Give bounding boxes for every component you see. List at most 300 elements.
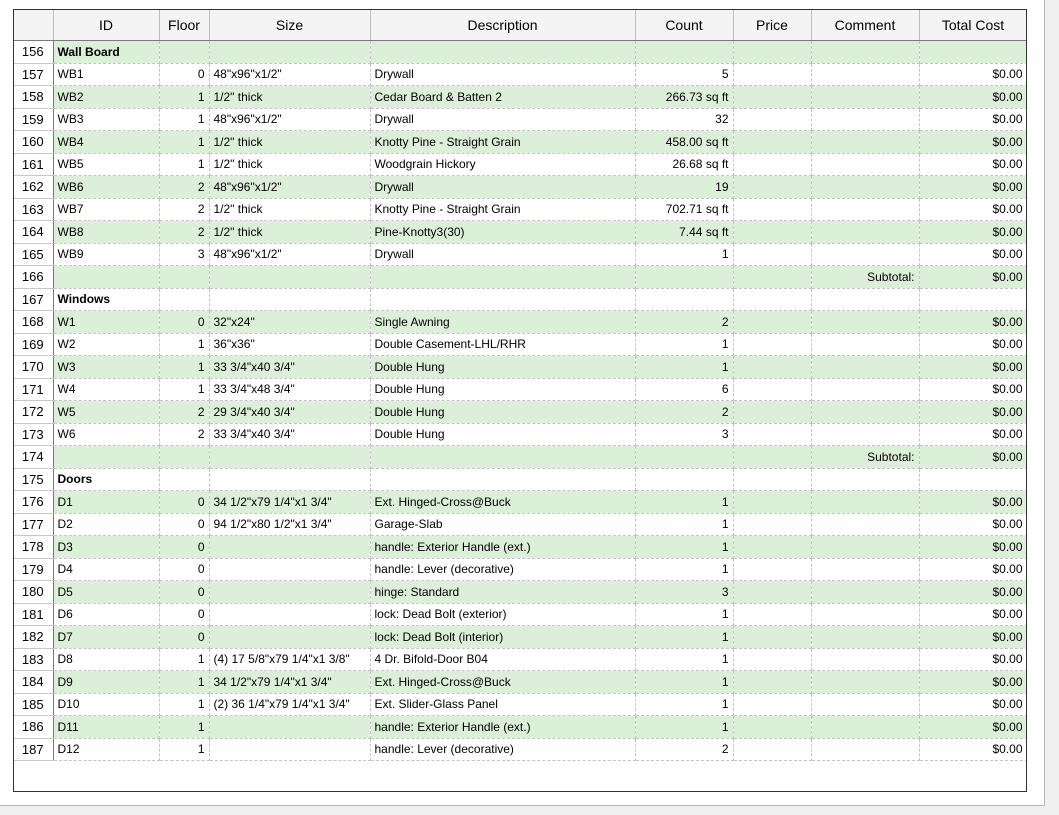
cell-id[interactable]: D12 [53,738,159,761]
cell-floor[interactable]: 1 [159,108,209,131]
cell-size[interactable]: 33 3/4"x40 3/4" [209,423,370,446]
cell-desc[interactable]: lock: Dead Bolt (exterior) [370,603,635,626]
subtotal-row [13,446,1027,469]
cell-count[interactable]: 458.00 sq ft [635,131,733,154]
cell-desc[interactable]: Double Hung [370,401,635,424]
cell-comment[interactable] [811,333,919,356]
cell-count[interactable]: 19 [635,176,733,199]
cell-comment[interactable] [811,603,919,626]
cell-floor[interactable]: 0 [159,311,209,334]
cell-price[interactable] [733,423,811,446]
cell-floor[interactable]: 0 [159,63,209,86]
cell-size[interactable] [209,581,370,604]
cell-floor[interactable] [159,446,209,469]
cell-total[interactable]: $0.00 [919,153,1027,176]
cell-id[interactable]: D10 [53,693,159,716]
cell-count[interactable]: 3 [635,581,733,604]
cell-size[interactable]: 1/2" thick [209,86,370,109]
cell-count[interactable]: 3 [635,423,733,446]
row-number[interactable]: 170 [13,356,53,379]
cell-comment[interactable] [811,288,919,311]
cell-price[interactable] [733,468,811,491]
cell-desc[interactable]: Single Awning [370,311,635,334]
cell-comment[interactable] [811,41,919,64]
cell-price[interactable] [733,63,811,86]
cell-count[interactable] [635,446,733,469]
cell-size[interactable] [209,558,370,581]
cell-total[interactable]: $0.00 [919,378,1027,401]
cell-floor[interactable]: 3 [159,243,209,266]
cell-count[interactable]: 1 [635,693,733,716]
cell-count[interactable]: 5 [635,63,733,86]
cell-size[interactable]: 34 1/2"x79 1/4"x1 3/4" [209,491,370,514]
cell-total[interactable]: $0.00 [919,513,1027,536]
cell-size[interactable] [209,716,370,739]
cell-desc[interactable]: Drywall [370,176,635,199]
cell-floor[interactable]: 2 [159,401,209,424]
row-number[interactable]: 157 [13,63,53,86]
cell-count[interactable]: 2 [635,401,733,424]
cell-desc[interactable]: handle: Exterior Handle (ext.) [370,716,635,739]
cell-comment[interactable] [811,63,919,86]
cell-floor[interactable]: 0 [159,536,209,559]
cell-count[interactable]: 1 [635,243,733,266]
cell-floor[interactable] [159,266,209,289]
cell-total[interactable]: $0.00 [919,333,1027,356]
row-number[interactable]: 161 [13,153,53,176]
cell-desc[interactable]: Double Hung [370,356,635,379]
cell-size[interactable]: 33 3/4"x48 3/4" [209,378,370,401]
cell-price[interactable] [733,288,811,311]
cell-floor[interactable]: 0 [159,581,209,604]
cell-price[interactable] [733,378,811,401]
table-row [13,536,1027,559]
cell-desc[interactable]: handle: Exterior Handle (ext.) [370,536,635,559]
cell-price[interactable] [733,131,811,154]
cell-floor[interactable]: 0 [159,558,209,581]
cell-comment[interactable] [811,131,919,154]
cell-size[interactable]: 1/2" thick [209,221,370,244]
cell-comment[interactable] [811,468,919,491]
cell-size[interactable]: 48"x96"x1/2" [209,108,370,131]
cell-size[interactable]: 33 3/4"x40 3/4" [209,356,370,379]
cell-count[interactable]: 32 [635,108,733,131]
row-number[interactable]: 160 [13,131,53,154]
cell-size[interactable]: 48"x96"x1/2" [209,243,370,266]
row-number[interactable]: 171 [13,378,53,401]
cell-id[interactable]: D6 [53,603,159,626]
cell-price[interactable] [733,198,811,221]
row-number[interactable]: 162 [13,176,53,199]
cell-floor[interactable]: 2 [159,423,209,446]
row-number[interactable]: 163 [13,198,53,221]
cell-floor[interactable]: 1 [159,671,209,694]
column-header-floor[interactable]: Floor [159,9,209,41]
cell-count[interactable]: 1 [635,648,733,671]
cell-id[interactable]: W2 [53,333,159,356]
cell-total[interactable]: $0.00 [919,716,1027,739]
cell-size[interactable]: (2) 36 1/4"x79 1/4"x1 3/4" [209,693,370,716]
cell-desc[interactable]: hinge: Standard [370,581,635,604]
cell-desc[interactable]: handle: Lever (decorative) [370,738,635,761]
cell-count[interactable]: 1 [635,671,733,694]
cell-count[interactable]: 1 [635,491,733,514]
row-number[interactable]: 181 [13,603,53,626]
cell-comment[interactable] [811,491,919,514]
cell-comment[interactable] [811,693,919,716]
cell-count[interactable]: 1 [635,536,733,559]
subtotal-value-cell[interactable]: $0.00 [919,266,1027,289]
cell-comment[interactable] [811,513,919,536]
cell-comment[interactable] [811,581,919,604]
cell-count[interactable]: 2 [635,738,733,761]
cell-id[interactable]: WB1 [53,63,159,86]
cell-total[interactable]: $0.00 [919,176,1027,199]
cell-total[interactable]: $0.00 [919,86,1027,109]
cell-size[interactable]: 29 3/4"x40 3/4" [209,401,370,424]
cell-desc[interactable]: Double Hung [370,378,635,401]
cell-id[interactable]: W6 [53,423,159,446]
row-number[interactable]: 182 [13,626,53,649]
cell-comment[interactable] [811,378,919,401]
cell-floor[interactable] [159,288,209,311]
cell-size[interactable] [209,603,370,626]
cell-desc[interactable]: lock: Dead Bolt (interior) [370,626,635,649]
cell-comment[interactable] [811,626,919,649]
cell-id[interactable]: D1 [53,491,159,514]
cell-id[interactable]: WB5 [53,153,159,176]
cell-total[interactable]: $0.00 [919,221,1027,244]
cell-comment[interactable] [811,716,919,739]
cell-total[interactable]: $0.00 [919,131,1027,154]
cell-floor[interactable] [159,468,209,491]
row-number[interactable]: 166 [13,266,53,289]
cell-price[interactable] [733,513,811,536]
row-number[interactable]: 169 [13,333,53,356]
cell-floor[interactable]: 1 [159,131,209,154]
cell-desc[interactable]: Drywall [370,108,635,131]
subtotal-value-cell[interactable]: $0.00 [919,446,1027,469]
cell-total[interactable]: $0.00 [919,558,1027,581]
cell-price[interactable] [733,266,811,289]
cell-size[interactable]: 34 1/2"x79 1/4"x1 3/4" [209,671,370,694]
cell-size[interactable]: 36"x36" [209,333,370,356]
cell-id[interactable]: D2 [53,513,159,536]
cell-size[interactable]: 1/2" thick [209,153,370,176]
cell-price[interactable] [733,153,811,176]
cell-floor[interactable]: 0 [159,626,209,649]
cell-count[interactable]: 7.44 sq ft [635,221,733,244]
section-title-cell[interactable]: Doors [53,468,159,491]
cell-count[interactable]: 1 [635,513,733,536]
cell-id[interactable]: WB7 [53,198,159,221]
cell-count[interactable]: 2 [635,311,733,334]
cell-size[interactable] [209,288,370,311]
cell-price[interactable] [733,671,811,694]
cell-id[interactable]: W4 [53,378,159,401]
column-header-id[interactable]: ID [53,9,159,41]
cell-desc[interactable]: Garage-Slab [370,513,635,536]
cell-price[interactable] [733,446,811,469]
subtotal-label-cell[interactable]: Subtotal: [811,266,919,289]
cell-price[interactable] [733,581,811,604]
column-header-price[interactable]: Price [733,9,811,41]
cell-size[interactable]: (4) 17 5/8"x79 1/4"x1 3/8" [209,648,370,671]
cell-desc[interactable] [370,468,635,491]
cell-size[interactable] [209,626,370,649]
cell-comment[interactable] [811,198,919,221]
cell-total[interactable]: $0.00 [919,648,1027,671]
row-number[interactable]: 173 [13,423,53,446]
cell-count[interactable]: 1 [635,626,733,649]
cell-floor[interactable]: 1 [159,356,209,379]
cell-desc[interactable] [370,446,635,469]
cell-total[interactable]: $0.00 [919,693,1027,716]
cell-total[interactable]: $0.00 [919,603,1027,626]
cell-total[interactable]: $0.00 [919,311,1027,334]
cell-price[interactable] [733,603,811,626]
row-number[interactable]: 183 [13,648,53,671]
cell-floor[interactable]: 0 [159,491,209,514]
cell-floor[interactable]: 1 [159,738,209,761]
cell-price[interactable] [733,311,811,334]
cell-total[interactable]: $0.00 [919,671,1027,694]
cell-desc[interactable]: Pine-Knotty3(30) [370,221,635,244]
column-header-size[interactable]: Size [209,9,370,41]
cell-price[interactable] [733,491,811,514]
column-header-total[interactable]: Total Cost [919,9,1027,41]
row-number[interactable]: 178 [13,536,53,559]
cell-size[interactable]: 32"x24" [209,311,370,334]
cell-desc[interactable]: Woodgrain Hickory [370,153,635,176]
cell-floor[interactable]: 1 [159,378,209,401]
cell-price[interactable] [733,401,811,424]
cell-size[interactable]: 94 1/2"x80 1/2"x1 3/4" [209,513,370,536]
cell-id[interactable]: WB8 [53,221,159,244]
cell-price[interactable] [733,693,811,716]
cell-id[interactable]: D8 [53,648,159,671]
cell-price[interactable] [733,558,811,581]
cell-count[interactable]: 1 [635,333,733,356]
cell-desc[interactable] [370,41,635,64]
cell-id[interactable] [53,266,159,289]
cell-price[interactable] [733,221,811,244]
cell-count[interactable] [635,41,733,64]
column-header-count[interactable]: Count [635,9,733,41]
cell-size[interactable] [209,266,370,289]
cell-total[interactable]: $0.00 [919,581,1027,604]
row-number[interactable]: 175 [13,468,53,491]
cell-id[interactable]: D3 [53,536,159,559]
cell-floor[interactable]: 1 [159,333,209,356]
cell-count[interactable]: 1 [635,356,733,379]
cell-comment[interactable] [811,86,919,109]
cell-id[interactable]: D5 [53,581,159,604]
row-number[interactable]: 156 [13,41,53,64]
cell-id[interactable]: WB4 [53,131,159,154]
cell-id[interactable]: WB2 [53,86,159,109]
cell-size[interactable] [209,468,370,491]
cell-count[interactable] [635,266,733,289]
cell-total[interactable]: $0.00 [919,491,1027,514]
cell-desc[interactable]: Cedar Board & Batten 2 [370,86,635,109]
cell-size[interactable] [209,446,370,469]
cell-desc[interactable]: Knotty Pine - Straight Grain [370,198,635,221]
cell-size[interactable] [209,536,370,559]
cell-count[interactable]: 1 [635,558,733,581]
cell-price[interactable] [733,648,811,671]
cell-comment[interactable] [811,153,919,176]
row-number[interactable]: 159 [13,108,53,131]
subtotal-label-cell[interactable]: Subtotal: [811,446,919,469]
cell-desc[interactable]: Knotty Pine - Straight Grain [370,131,635,154]
cell-comment[interactable] [811,243,919,266]
cell-total[interactable] [919,41,1027,64]
cell-size[interactable]: 48"x96"x1/2" [209,63,370,86]
cell-id[interactable]: W5 [53,401,159,424]
cell-comment[interactable] [811,536,919,559]
cell-floor[interactable]: 0 [159,513,209,536]
cell-total[interactable]: $0.00 [919,63,1027,86]
section-title-cell[interactable]: Windows [53,288,159,311]
cell-total[interactable]: $0.00 [919,401,1027,424]
cell-id[interactable]: D9 [53,671,159,694]
cell-count[interactable]: 1 [635,603,733,626]
cell-comment[interactable] [811,738,919,761]
cell-floor[interactable]: 1 [159,693,209,716]
row-number[interactable]: 165 [13,243,53,266]
row-number[interactable]: 186 [13,716,53,739]
cell-desc[interactable]: Ext. Slider-Glass Panel [370,693,635,716]
row-number[interactable]: 187 [13,738,53,761]
row-number[interactable]: 167 [13,288,53,311]
section-title-cell[interactable]: Wall Board [53,41,159,64]
cell-id[interactable]: WB3 [53,108,159,131]
cell-id[interactable]: W3 [53,356,159,379]
cell-price[interactable] [733,333,811,356]
cell-comment[interactable] [811,356,919,379]
row-number[interactable]: 176 [13,491,53,514]
cell-price[interactable] [733,176,811,199]
cell-id[interactable]: WB9 [53,243,159,266]
cell-price[interactable] [733,626,811,649]
row-number[interactable]: 172 [13,401,53,424]
cell-count[interactable]: 6 [635,378,733,401]
cell-size[interactable]: 48"x96"x1/2" [209,176,370,199]
cell-floor[interactable]: 1 [159,86,209,109]
table-row [13,626,1027,649]
cell-total[interactable]: $0.00 [919,626,1027,649]
cell-desc[interactable]: Double Hung [370,423,635,446]
row-number[interactable]: 177 [13,513,53,536]
cell-total[interactable]: $0.00 [919,738,1027,761]
cell-count[interactable]: 1 [635,716,733,739]
cell-total[interactable]: $0.00 [919,108,1027,131]
cell-price[interactable] [733,86,811,109]
cell-total[interactable]: $0.00 [919,423,1027,446]
cell-desc[interactable]: handle: Lever (decorative) [370,558,635,581]
cell-total[interactable] [919,288,1027,311]
cell-id[interactable]: D7 [53,626,159,649]
cell-size[interactable]: 1/2" thick [209,131,370,154]
cell-id[interactable]: WB6 [53,176,159,199]
cell-id[interactable]: D11 [53,716,159,739]
cell-desc[interactable]: Ext. Hinged-Cross@Buck [370,491,635,514]
cell-comment[interactable] [811,401,919,424]
cell-desc[interactable]: 4 Dr. Bifold-Door B04 [370,648,635,671]
column-header-desc[interactable]: Description [370,9,635,41]
cell-count[interactable]: 26.68 sq ft [635,153,733,176]
cell-floor[interactable]: 2 [159,176,209,199]
cell-size[interactable]: 1/2" thick [209,198,370,221]
cell-size[interactable] [209,41,370,64]
cell-price[interactable] [733,243,811,266]
cell-price[interactable] [733,738,811,761]
row-number[interactable]: 184 [13,671,53,694]
column-header-comment[interactable]: Comment [811,9,919,41]
cell-price[interactable] [733,356,811,379]
cell-floor[interactable]: 1 [159,648,209,671]
cell-total[interactable]: $0.00 [919,198,1027,221]
cell-floor[interactable]: 0 [159,603,209,626]
row-number[interactable]: 180 [13,581,53,604]
cell-desc[interactable] [370,288,635,311]
cell-price[interactable] [733,716,811,739]
cell-comment[interactable] [811,558,919,581]
row-number[interactable]: 164 [13,221,53,244]
cell-floor[interactable] [159,41,209,64]
cell-floor[interactable]: 2 [159,198,209,221]
cell-price[interactable] [733,41,811,64]
cell-desc[interactable] [370,266,635,289]
cell-id[interactable]: D4 [53,558,159,581]
cell-count[interactable] [635,288,733,311]
cell-comment[interactable] [811,108,919,131]
cell-desc[interactable]: Drywall [370,243,635,266]
cell-floor[interactable]: 1 [159,716,209,739]
cell-comment[interactable] [811,221,919,244]
cell-comment[interactable] [811,176,919,199]
cell-desc[interactable]: Double Casement-LHL/RHR [370,333,635,356]
cell-size[interactable] [209,738,370,761]
cell-comment[interactable] [811,671,919,694]
cell-total[interactable]: $0.00 [919,356,1027,379]
cell-floor[interactable]: 1 [159,153,209,176]
column-header-corner[interactable] [13,9,53,41]
row-number[interactable]: 179 [13,558,53,581]
row-number[interactable]: 158 [13,86,53,109]
cell-comment[interactable] [811,648,919,671]
cell-price[interactable] [733,108,811,131]
cell-desc[interactable]: Drywall [370,63,635,86]
cell-total[interactable]: $0.00 [919,536,1027,559]
cell-desc[interactable]: Ext. Hinged-Cross@Buck [370,671,635,694]
row-number[interactable]: 168 [13,311,53,334]
cell-price[interactable] [733,536,811,559]
cell-count[interactable]: 702.71 sq ft [635,198,733,221]
cell-total[interactable]: $0.00 [919,243,1027,266]
row-number[interactable]: 185 [13,693,53,716]
cell-total[interactable] [919,468,1027,491]
cell-comment[interactable] [811,423,919,446]
row-number[interactable]: 174 [13,446,53,469]
cell-comment[interactable] [811,311,919,334]
cell-count[interactable] [635,468,733,491]
cell-id[interactable]: W1 [53,311,159,334]
cell-floor[interactable]: 2 [159,221,209,244]
cell-count[interactable]: 266.73 sq ft [635,86,733,109]
cell-id[interactable] [53,446,159,469]
